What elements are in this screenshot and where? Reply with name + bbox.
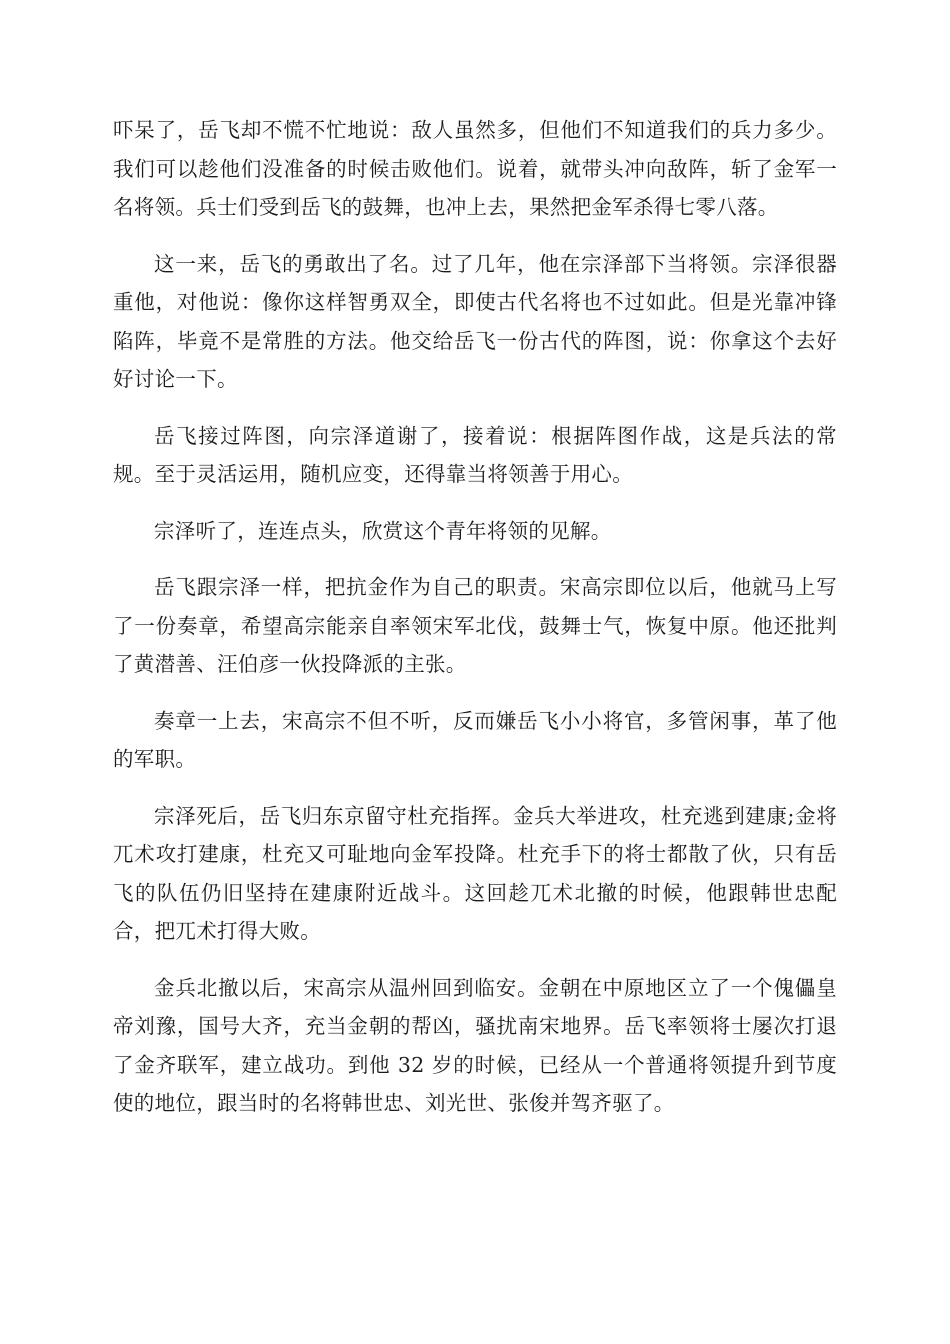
body-text	[113, 111, 837, 1141]
paragraph-4: 宗泽听了，连连点头，欣赏这个青年将领的见解。	[154, 518, 612, 543]
paragraph-5: 岳飞跟宗泽一样，把抗金作为自己的职责。宋高宗即位以后，他就马上写了一份奏章，希望高宗能亲自率领宋军北伐，鼓舞士气，恢复中原。他还批判了黄潜善、汪伯彦一伙投降派的主张。	[113, 575, 837, 676]
paragraph-2: 这一来，岳飞的勇敢出了名。过了几年，他在宗泽部下当将领。宗泽很器重他，对他说：像你这样智勇双全，即使古代名将也不过如此。但是光靠冲锋陷阵，毕竟不是常胜的方法。他交给岳飞一份古代的阵图，说：你拿这个去好好讨论一下。	[113, 251, 837, 391]
paragraph-8: 金兵北撤以后，宋高宗从温州回到临安。金朝在中原地区立了一个傀儡皇帝刘豫，国号大齐，充当金朝的帮凶，骚扰南宋地界。岳飞率领将士屡次打退了金齐联军，建立战功。到他 32 岁的时候，已经从一个普通将领提升到节度使的地位，跟当时的名将韩世忠、刘光世、张俊并驾齐驱了。	[113, 975, 837, 1115]
paragraph-6: 奏章一上去，宋高宗不但不听，反而嫌岳飞小小将官，多管闲事，革了他的军职。	[113, 708, 837, 771]
paragraph-7: 宗泽死后，岳飞归东京留守杜充指挥。金兵大举进攻，杜充逃到建康;金将兀术攻打建康，杜充又可耻地向金军投降。杜充手下的将士都散了伙，只有岳飞的队伍仍旧坚持在建康附近战斗。这回趁兀术北撤的时候，他跟韩世忠配合，把兀术打得大败。	[113, 803, 837, 943]
paragraph-1: 吓呆了，岳飞却不慌不忙地说：敌人虽然多，但他们不知道我们的兵力多少。我们可以趁他们没准备的时候击败他们。说着，就带头冲向敌阵，斩了金军一名将领。兵士们受到岳飞的鼓舞，也冲上去，果然把金军杀得七零八落。	[113, 118, 837, 219]
paragraph-3: 岳飞接过阵图，向宗泽道谢了，接着说：根据阵图作战，这是兵法的常规。至于灵活运用，随机应变，还得靠当将领善于用心。	[113, 423, 837, 486]
